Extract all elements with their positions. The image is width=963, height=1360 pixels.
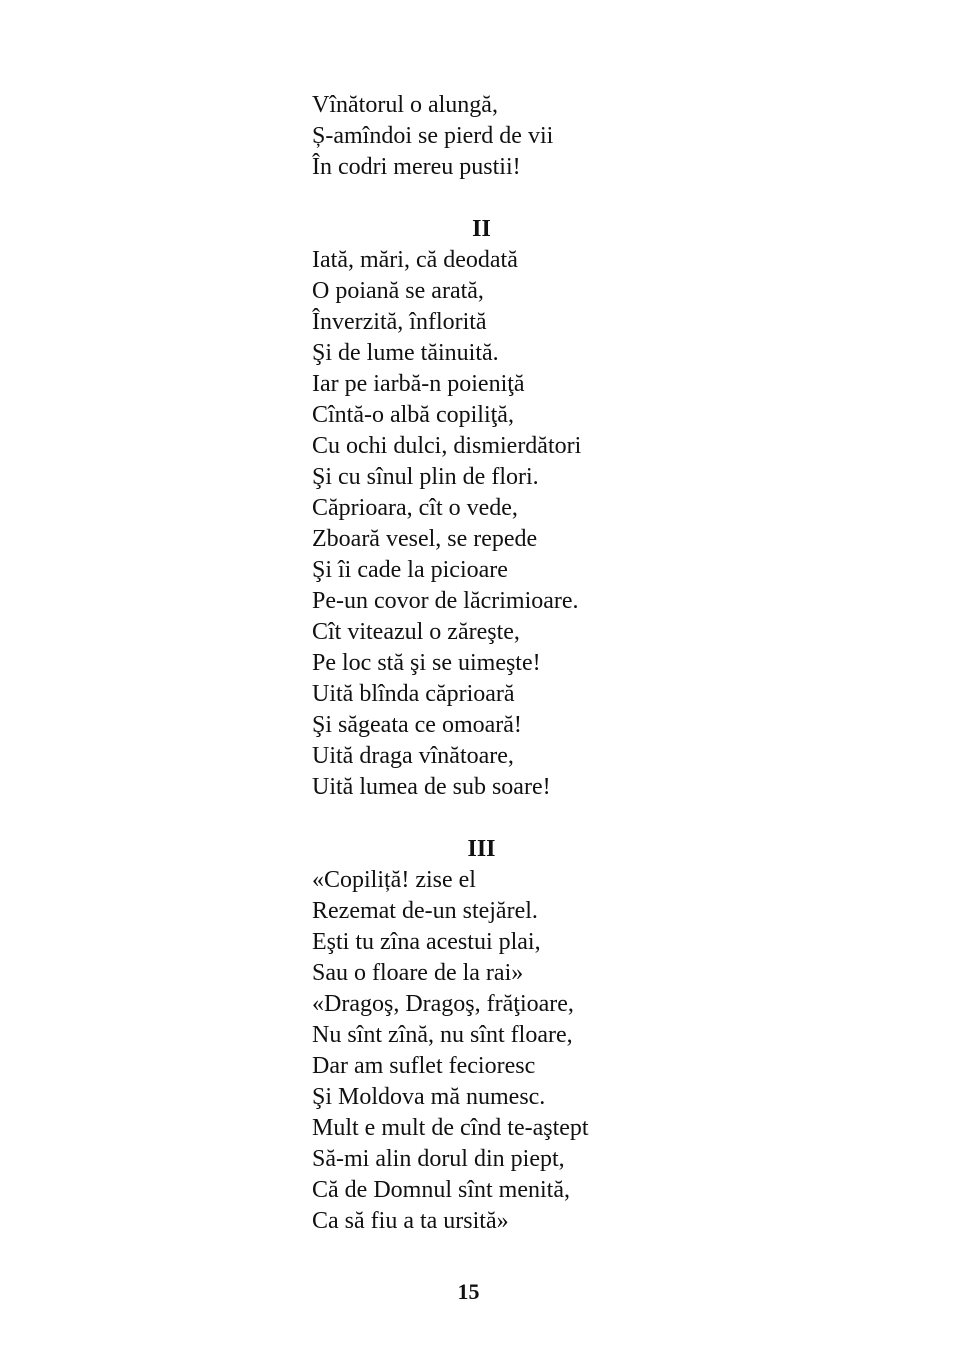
- verse-line: Zboară vesel, se repede: [312, 526, 538, 552]
- verse-line: Înverzită, înflorită: [312, 309, 487, 335]
- verse-line: Că de Domnul sînt menită,: [312, 1177, 570, 1203]
- verse-line: Şi cu sînul plin de flori.: [312, 464, 539, 490]
- verse-line: Uită lumea de sub soare!: [312, 774, 551, 800]
- page-number: 15: [457, 1279, 480, 1304]
- verse-line: Iar pe iarbă-n poieniţă: [312, 371, 525, 397]
- verse-line: Vînătorul o alungă,: [312, 92, 498, 118]
- verse-line: Dar am suflet fecioresc: [312, 1053, 536, 1079]
- verse-line: În codri mereu pustii!: [312, 154, 521, 180]
- stanza-3: [312, 865, 589, 1237]
- verse-line: Şi îi cade la picioare: [312, 557, 508, 583]
- verse-line: Ș-amîndoi se pierd de vii: [312, 123, 554, 149]
- stanza-1: [312, 90, 553, 183]
- verse-line: Cîntă-o albă copiliţă,: [312, 402, 514, 428]
- verse-line: Căprioara, cît o vede,: [312, 495, 518, 521]
- verse-line: O poiană se arată,: [312, 278, 484, 304]
- verse-line: Cu ochi dulci, dismierdători: [312, 433, 582, 459]
- verse-line: Mult e mult de cînd te-aştept: [312, 1115, 589, 1141]
- section-heading-ii: II: [472, 216, 491, 242]
- verse-line: Uită draga vînătoare,: [312, 743, 514, 769]
- verse-line: Sau o floare de la rai»: [312, 960, 524, 986]
- verse-line: Eşti tu zîna acestui plai,: [312, 929, 541, 955]
- verse-line: Şi săgeata ce omoară!: [312, 712, 522, 738]
- verse-line: «Copiliță! zise el: [312, 867, 476, 893]
- verse-line: Pe-un covor de lăcrimioare.: [312, 588, 579, 614]
- verse-line: Cît viteazul o zăreşte,: [312, 619, 520, 645]
- verse-line: Iată, mări, că deodată: [312, 247, 518, 273]
- verse-line: Nu sînt zînă, nu sînt floare,: [312, 1022, 573, 1048]
- verse-line: Să-mi alin dorul din piept,: [312, 1146, 565, 1172]
- verse-line: Şi de lume tăinuită.: [312, 340, 499, 366]
- section-heading-iii: III: [467, 836, 496, 862]
- verse-line: «Dragoş, Dragoş, frăţioare,: [312, 991, 574, 1017]
- verse-line: Rezemat de-un stejărel.: [312, 898, 538, 924]
- verse-line: Pe loc stă şi se uimeşte!: [312, 650, 541, 676]
- verse-line: Uită blînda căprioară: [312, 681, 515, 707]
- verse-line: Şi Moldova mă numesc.: [312, 1084, 546, 1110]
- verse-line: Ca să fiu a ta ursită»: [312, 1208, 509, 1234]
- stanza-2: [312, 245, 581, 803]
